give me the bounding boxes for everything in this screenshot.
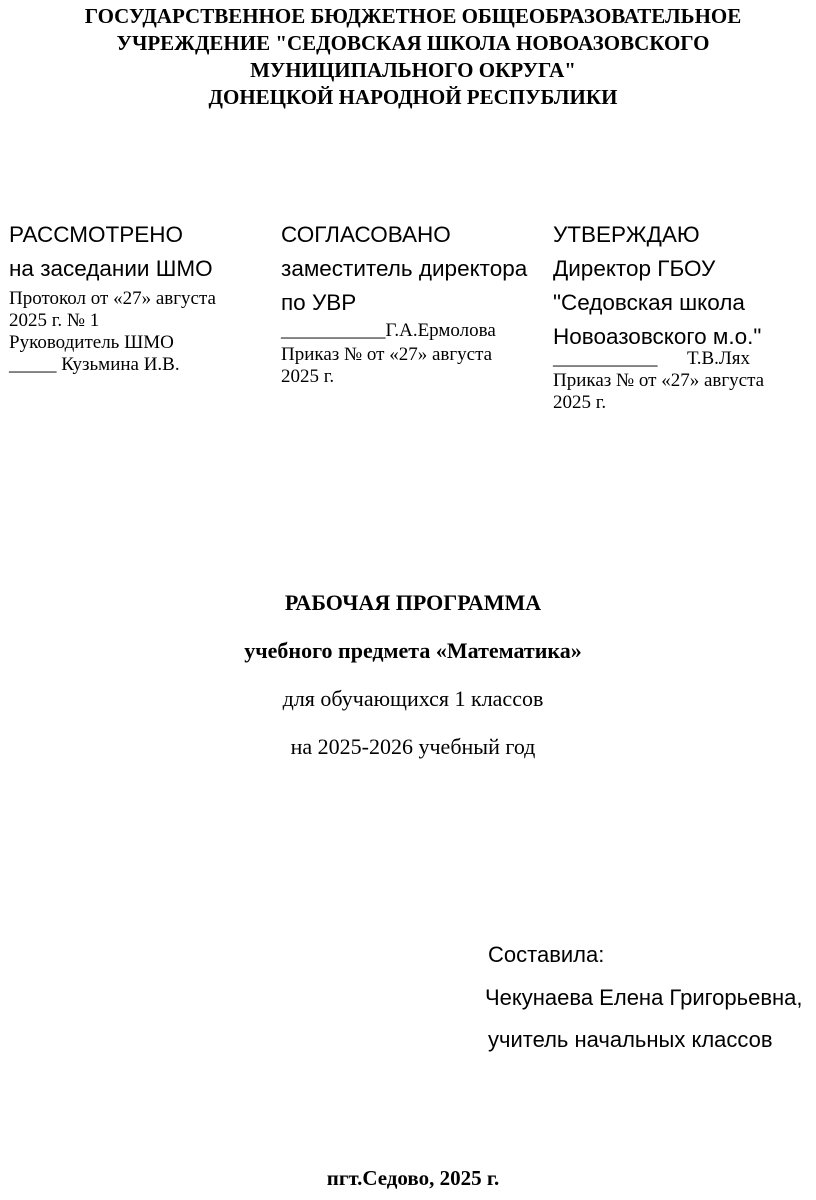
approved-line3: Новоазовского м.о."	[553, 324, 762, 349]
program-title: РАБОЧАЯ ПРОГРАММА	[284, 590, 542, 615]
agreed-heading: СОГЛАСОВАНО	[281, 222, 451, 247]
approved-signature	[553, 348, 764, 370]
considered-protocol: Протокол от «27» августа	[9, 288, 216, 309]
agreed-block	[281, 218, 527, 388]
agreed-order: Приказ № от «27» августа	[281, 344, 493, 365]
program-students: для обучающихся 1 классов	[282, 686, 544, 711]
approved-signature-name: Т.В.Лях	[687, 348, 751, 369]
agreed-signature: ___________Г.А.Ермолова	[281, 320, 496, 341]
approved-line2: "Седовская школа	[553, 290, 745, 315]
program-year: на 2025-2026 учебный год	[290, 734, 536, 759]
considered-heading: РАССМОТРЕНО	[9, 222, 184, 247]
approved-heading: УТВЕРЖДАЮ	[553, 222, 700, 247]
header-line-2: УЧРЕЖДЕНИЕ "СЕДОВСКАЯ ШКОЛА НОВОАЗОВСКОГО	[116, 31, 710, 55]
approved-order-year: 2025 г.	[553, 392, 607, 413]
agreed-order-year: 2025 г.	[281, 366, 335, 387]
header-line-3: МУНИЦИПАЛЬНОГО ОКРУГА"	[250, 58, 576, 82]
considered-protocol-year: 2025 г. № 1	[9, 310, 100, 331]
considered-signature: _____ Кузьмина И.В.	[9, 354, 180, 375]
composer-name: Чекунаева Елена Григорьевна,	[485, 985, 803, 1010]
approved-signature-line: ___________	[553, 348, 658, 369]
composer-position: учитель начальных классов	[488, 1027, 773, 1052]
approved-order: Приказ № от «27» августа	[553, 370, 765, 391]
considered-line1: на заседании ШМО	[9, 256, 213, 281]
considered-block	[9, 218, 216, 376]
approved-block	[553, 218, 764, 414]
program-subject: учебного предмета «Математика»	[244, 638, 582, 663]
agreed-line1: заместитель директора	[281, 256, 528, 281]
agreed-line2: по УВР	[281, 290, 357, 315]
considered-head-label: Руководитель ШМО	[9, 332, 174, 353]
footer-place-year: пгт.Седово, 2025 г.	[326, 1166, 500, 1190]
composer-label: Составила:	[488, 942, 605, 967]
approved-line1: Директор ГБОУ	[553, 256, 716, 281]
institution-header	[0, 3, 816, 111]
header-line-4: ДОНЕЦКОЙ НАРОДНОЙ РЕСПУБЛИКИ	[208, 85, 618, 109]
header-line-1: ГОСУДАРСТВЕННОЕ БЮДЖЕТНОЕ ОБЩЕОБРАЗОВАТЕЛЬНОЕ	[84, 4, 742, 28]
